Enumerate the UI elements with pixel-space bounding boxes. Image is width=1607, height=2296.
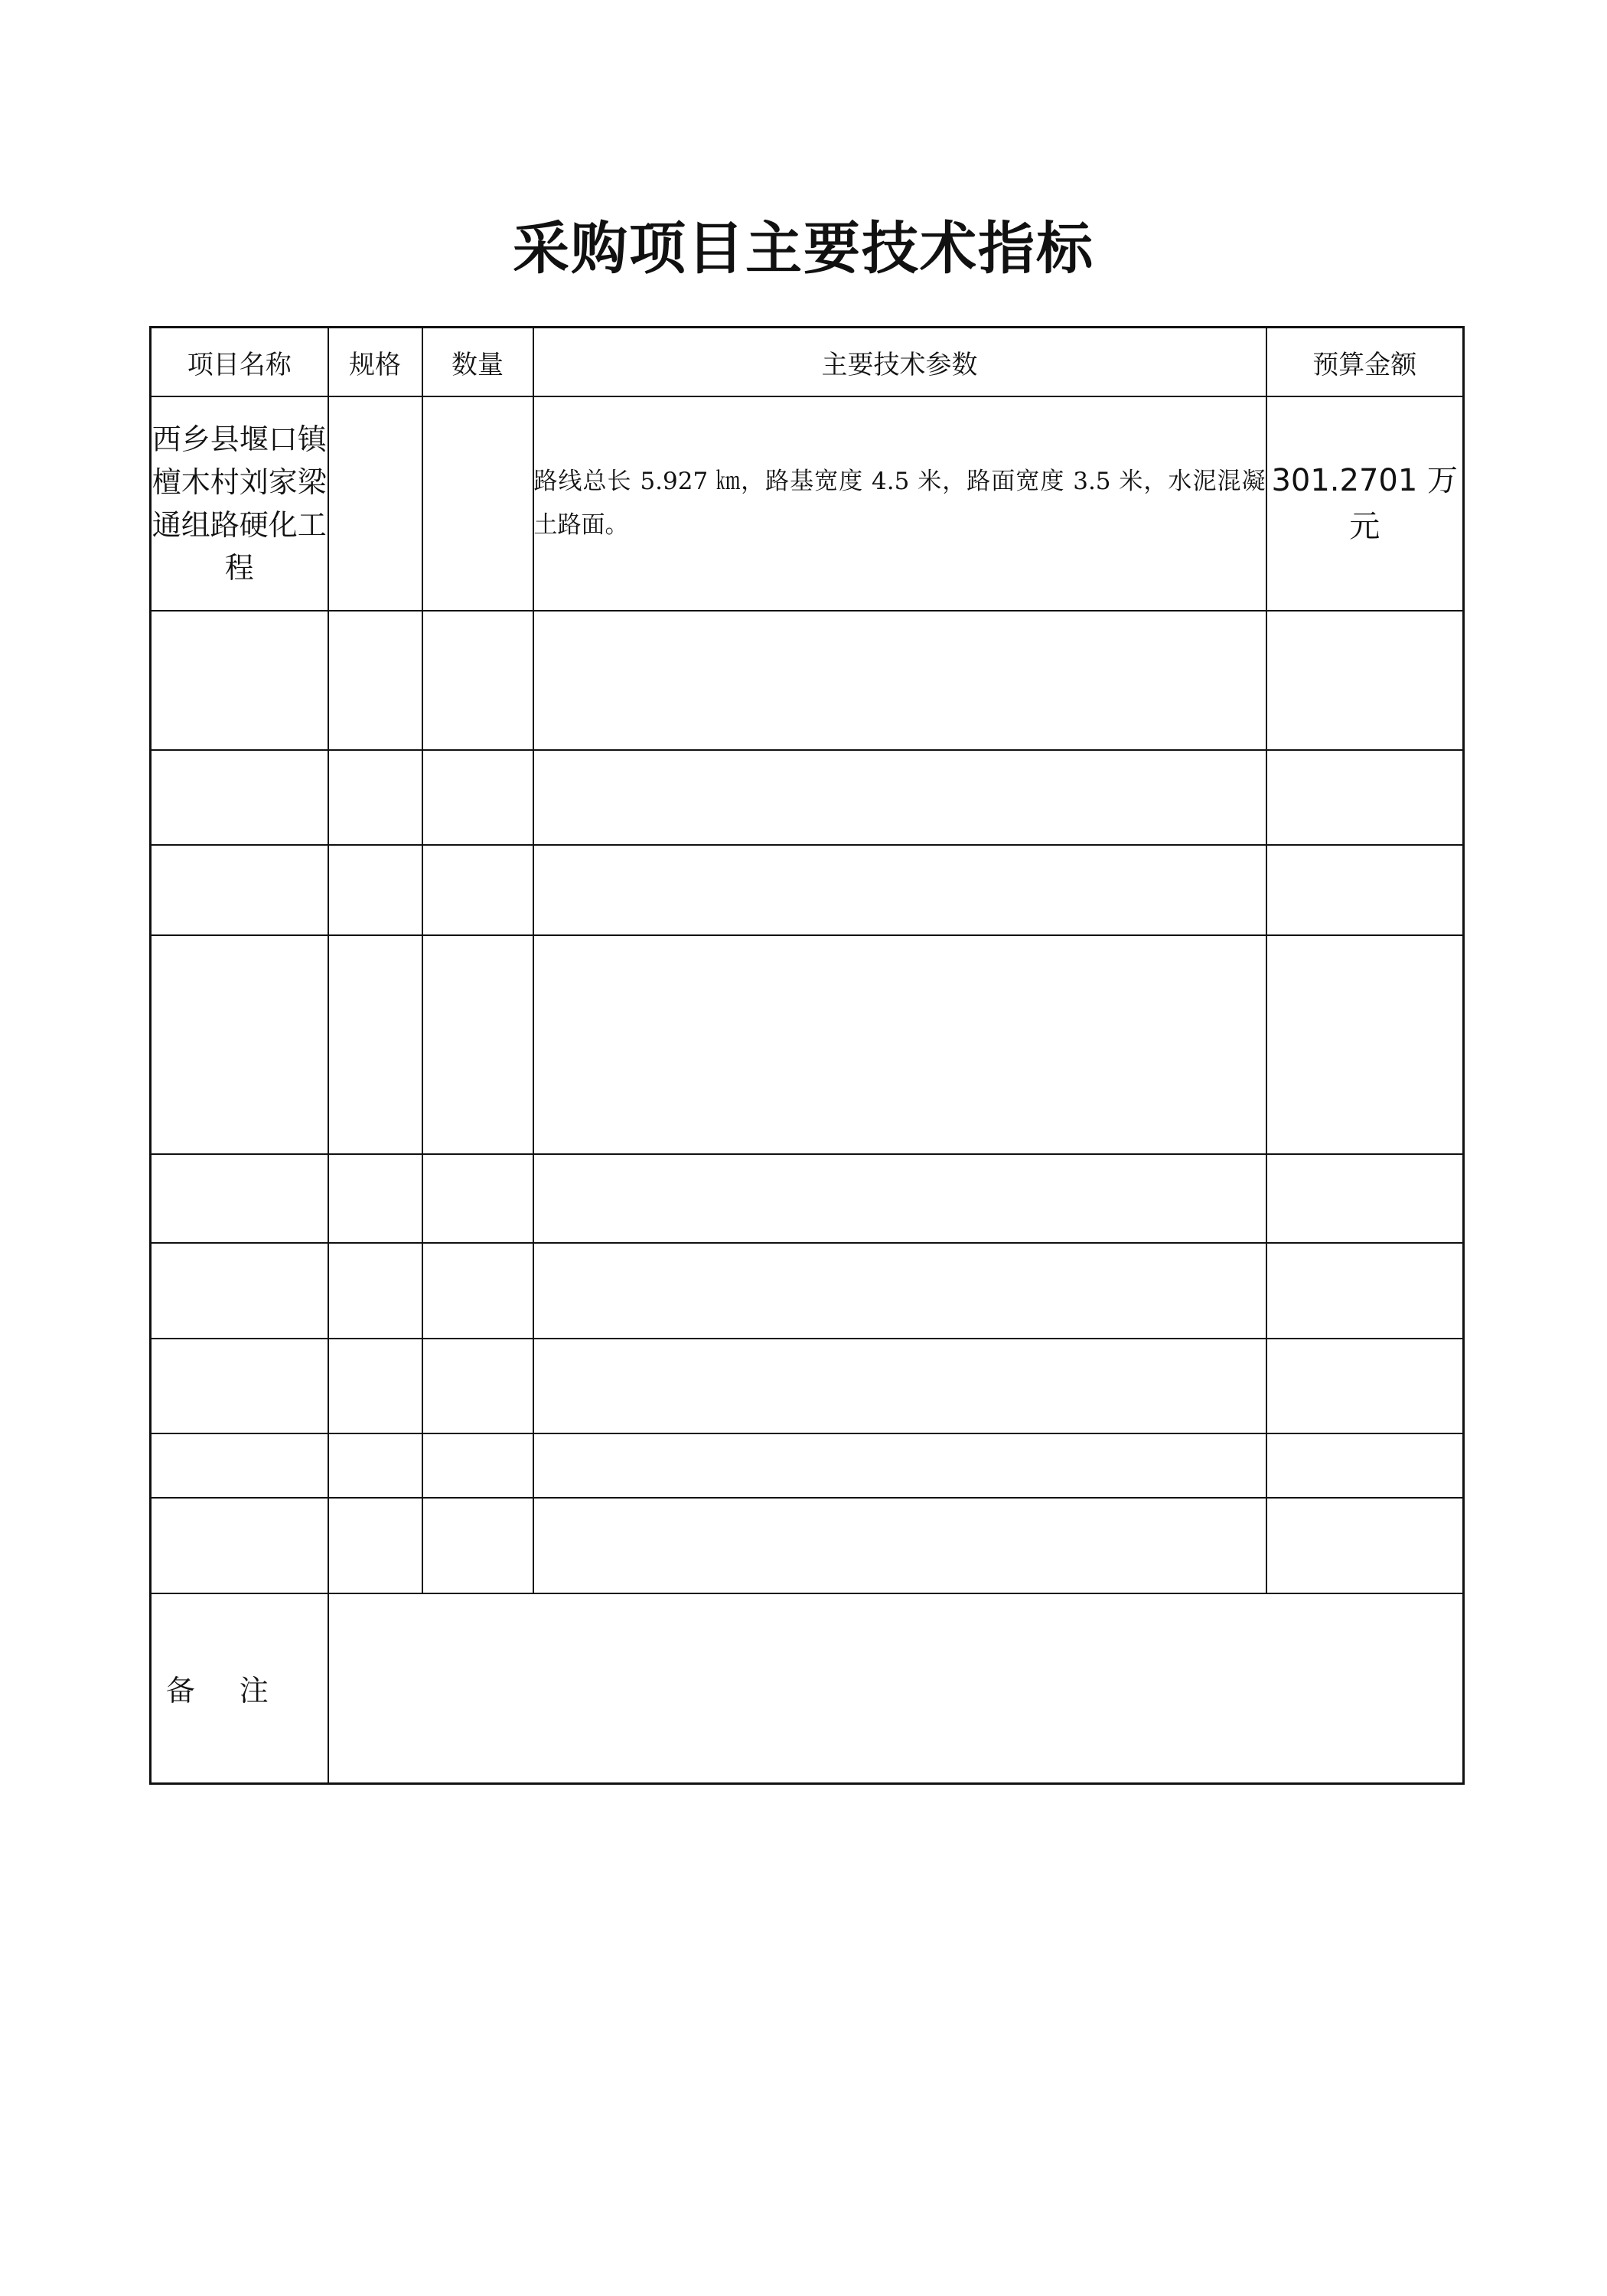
empty-cell — [328, 750, 422, 845]
empty-row — [151, 1498, 1464, 1593]
empty-row — [151, 1433, 1464, 1498]
empty-cell — [151, 935, 328, 1154]
empty-cell — [422, 1339, 533, 1433]
empty-cell — [151, 845, 328, 935]
empty-cell — [328, 1154, 422, 1243]
header-technical-params: 主要技术参数 — [533, 328, 1266, 397]
empty-cell — [533, 750, 1266, 845]
empty-cell — [422, 1154, 533, 1243]
empty-cell — [422, 750, 533, 845]
technical-params-cell: 路线总长 5.927 ㎞，路基宽度 4.5 米，路面宽度 3.5 米，水泥混凝土路面。 — [533, 396, 1266, 611]
empty-cell — [151, 1433, 328, 1498]
empty-cell — [533, 1339, 1266, 1433]
empty-cell — [422, 1498, 533, 1593]
empty-cell — [1266, 1339, 1464, 1433]
empty-row — [151, 1243, 1464, 1339]
header-quantity: 数量 — [422, 328, 533, 397]
empty-cell — [1266, 750, 1464, 845]
empty-cell — [151, 1339, 328, 1433]
quantity-cell — [422, 396, 533, 611]
empty-cell — [151, 750, 328, 845]
empty-cell — [328, 1498, 422, 1593]
empty-row — [151, 845, 1464, 935]
header-project-name: 项目名称 — [151, 328, 328, 397]
empty-cell — [533, 1243, 1266, 1339]
empty-cell — [1266, 845, 1464, 935]
empty-cell — [422, 1433, 533, 1498]
empty-row — [151, 935, 1464, 1154]
table-header-row — [151, 328, 1464, 397]
empty-cell — [328, 1339, 422, 1433]
remark-value — [328, 1593, 1464, 1783]
header-budget: 预算金额 — [1266, 328, 1464, 397]
remark-label: 备注 — [151, 1593, 328, 1783]
empty-cell — [151, 611, 328, 750]
empty-cell — [1266, 1243, 1464, 1339]
empty-cell — [533, 611, 1266, 750]
spec-cell — [328, 396, 422, 611]
empty-cell — [533, 1154, 1266, 1243]
empty-cell — [533, 935, 1266, 1154]
empty-cell — [1266, 611, 1464, 750]
empty-row — [151, 611, 1464, 750]
project-name-cell: 西乡县堰口镇檀木村刘家梁通组路硬化工程 — [151, 396, 328, 611]
empty-cell — [533, 1498, 1266, 1593]
empty-cell — [533, 845, 1266, 935]
empty-cell — [328, 935, 422, 1154]
header-spec: 规格 — [328, 328, 422, 397]
technical-indicators-table — [149, 326, 1465, 1785]
empty-row — [151, 750, 1464, 845]
empty-cell — [151, 1498, 328, 1593]
empty-cell — [422, 845, 533, 935]
empty-row — [151, 1339, 1464, 1433]
empty-cell — [328, 611, 422, 750]
budget-cell: 301.2701 万元 — [1266, 396, 1464, 611]
empty-cell — [422, 935, 533, 1154]
empty-cell — [422, 611, 533, 750]
table-row — [151, 396, 1464, 611]
empty-cell — [328, 1243, 422, 1339]
empty-row — [151, 1154, 1464, 1243]
empty-cell — [1266, 935, 1464, 1154]
empty-cell — [1266, 1154, 1464, 1243]
empty-cell — [533, 1433, 1266, 1498]
empty-cell — [328, 1433, 422, 1498]
empty-cell — [422, 1243, 533, 1339]
remark-row — [151, 1593, 1464, 1783]
empty-cell — [1266, 1498, 1464, 1593]
empty-cell — [151, 1154, 328, 1243]
page-title: 采购项目主要技术指标 — [513, 216, 1094, 282]
empty-cell — [328, 845, 422, 935]
empty-cell — [1266, 1433, 1464, 1498]
empty-cell — [151, 1243, 328, 1339]
